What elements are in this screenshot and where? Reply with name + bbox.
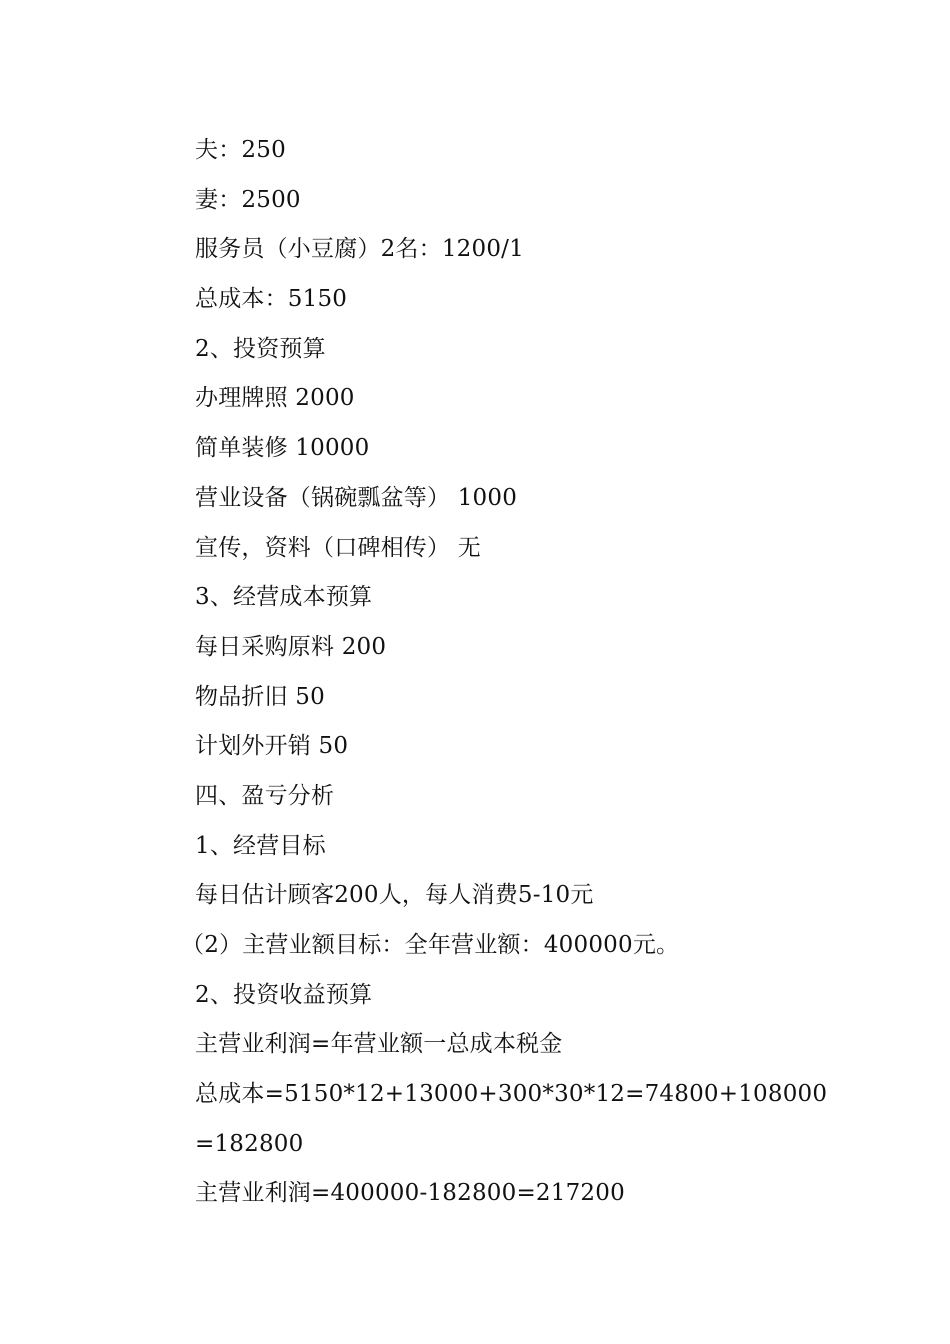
text-line-profit-result: 主营业利润=400000-182800=217200 — [195, 1180, 625, 1207]
section-heading-profit-analysis: 四、盈亏分析 — [195, 782, 335, 809]
text-line-wife-cost: 妻：2500 — [195, 186, 301, 213]
section-heading-operating-cost: 3、经营成本预算 — [195, 584, 373, 611]
document-body — [181, 130, 835, 1223]
text-line-revenue-target: （2）主营业额目标：全年营业额：400000元。 — [181, 932, 680, 958]
text-line-total-cost-result: =182800 — [195, 1130, 304, 1157]
text-line-equipment: 营业设备（锅碗瓢盆等） 1000 — [195, 484, 518, 511]
text-line-promotion: 宣传，资料（口碑相传） 无 — [195, 534, 481, 561]
text-line-unplanned-expense: 计划外开销 50 — [195, 733, 349, 760]
text-line-profit-formula: 主营业利润=年营业额一总成本税金 — [195, 1031, 563, 1058]
text-line-total-cost: 总成本：5150 — [195, 286, 348, 313]
section-heading-investment-budget: 2、投资预算 — [195, 335, 326, 362]
text-line-daily-purchase: 每日采购原料 200 — [195, 633, 387, 660]
text-line-total-cost-formula: 总成本=5150*12+13000+300*30*12=74800+108000 — [195, 1081, 828, 1108]
section-heading-investment-return: 2、投资收益预算 — [195, 981, 373, 1008]
section-heading-business-goal: 1、经营目标 — [195, 832, 326, 859]
text-line-license: 办理牌照 2000 — [195, 385, 355, 412]
text-line-daily-customers: 每日估计顾客200人，每人消费5-10元 — [195, 882, 594, 909]
text-line-staff-cost: 服务员（小豆腐）2名：1200/1 — [195, 236, 524, 263]
text-line-renovation: 简单装修 10000 — [195, 435, 370, 462]
text-line-husband-cost: 夫：250 — [195, 137, 286, 163]
text-line-depreciation: 物品折旧 50 — [195, 683, 325, 710]
